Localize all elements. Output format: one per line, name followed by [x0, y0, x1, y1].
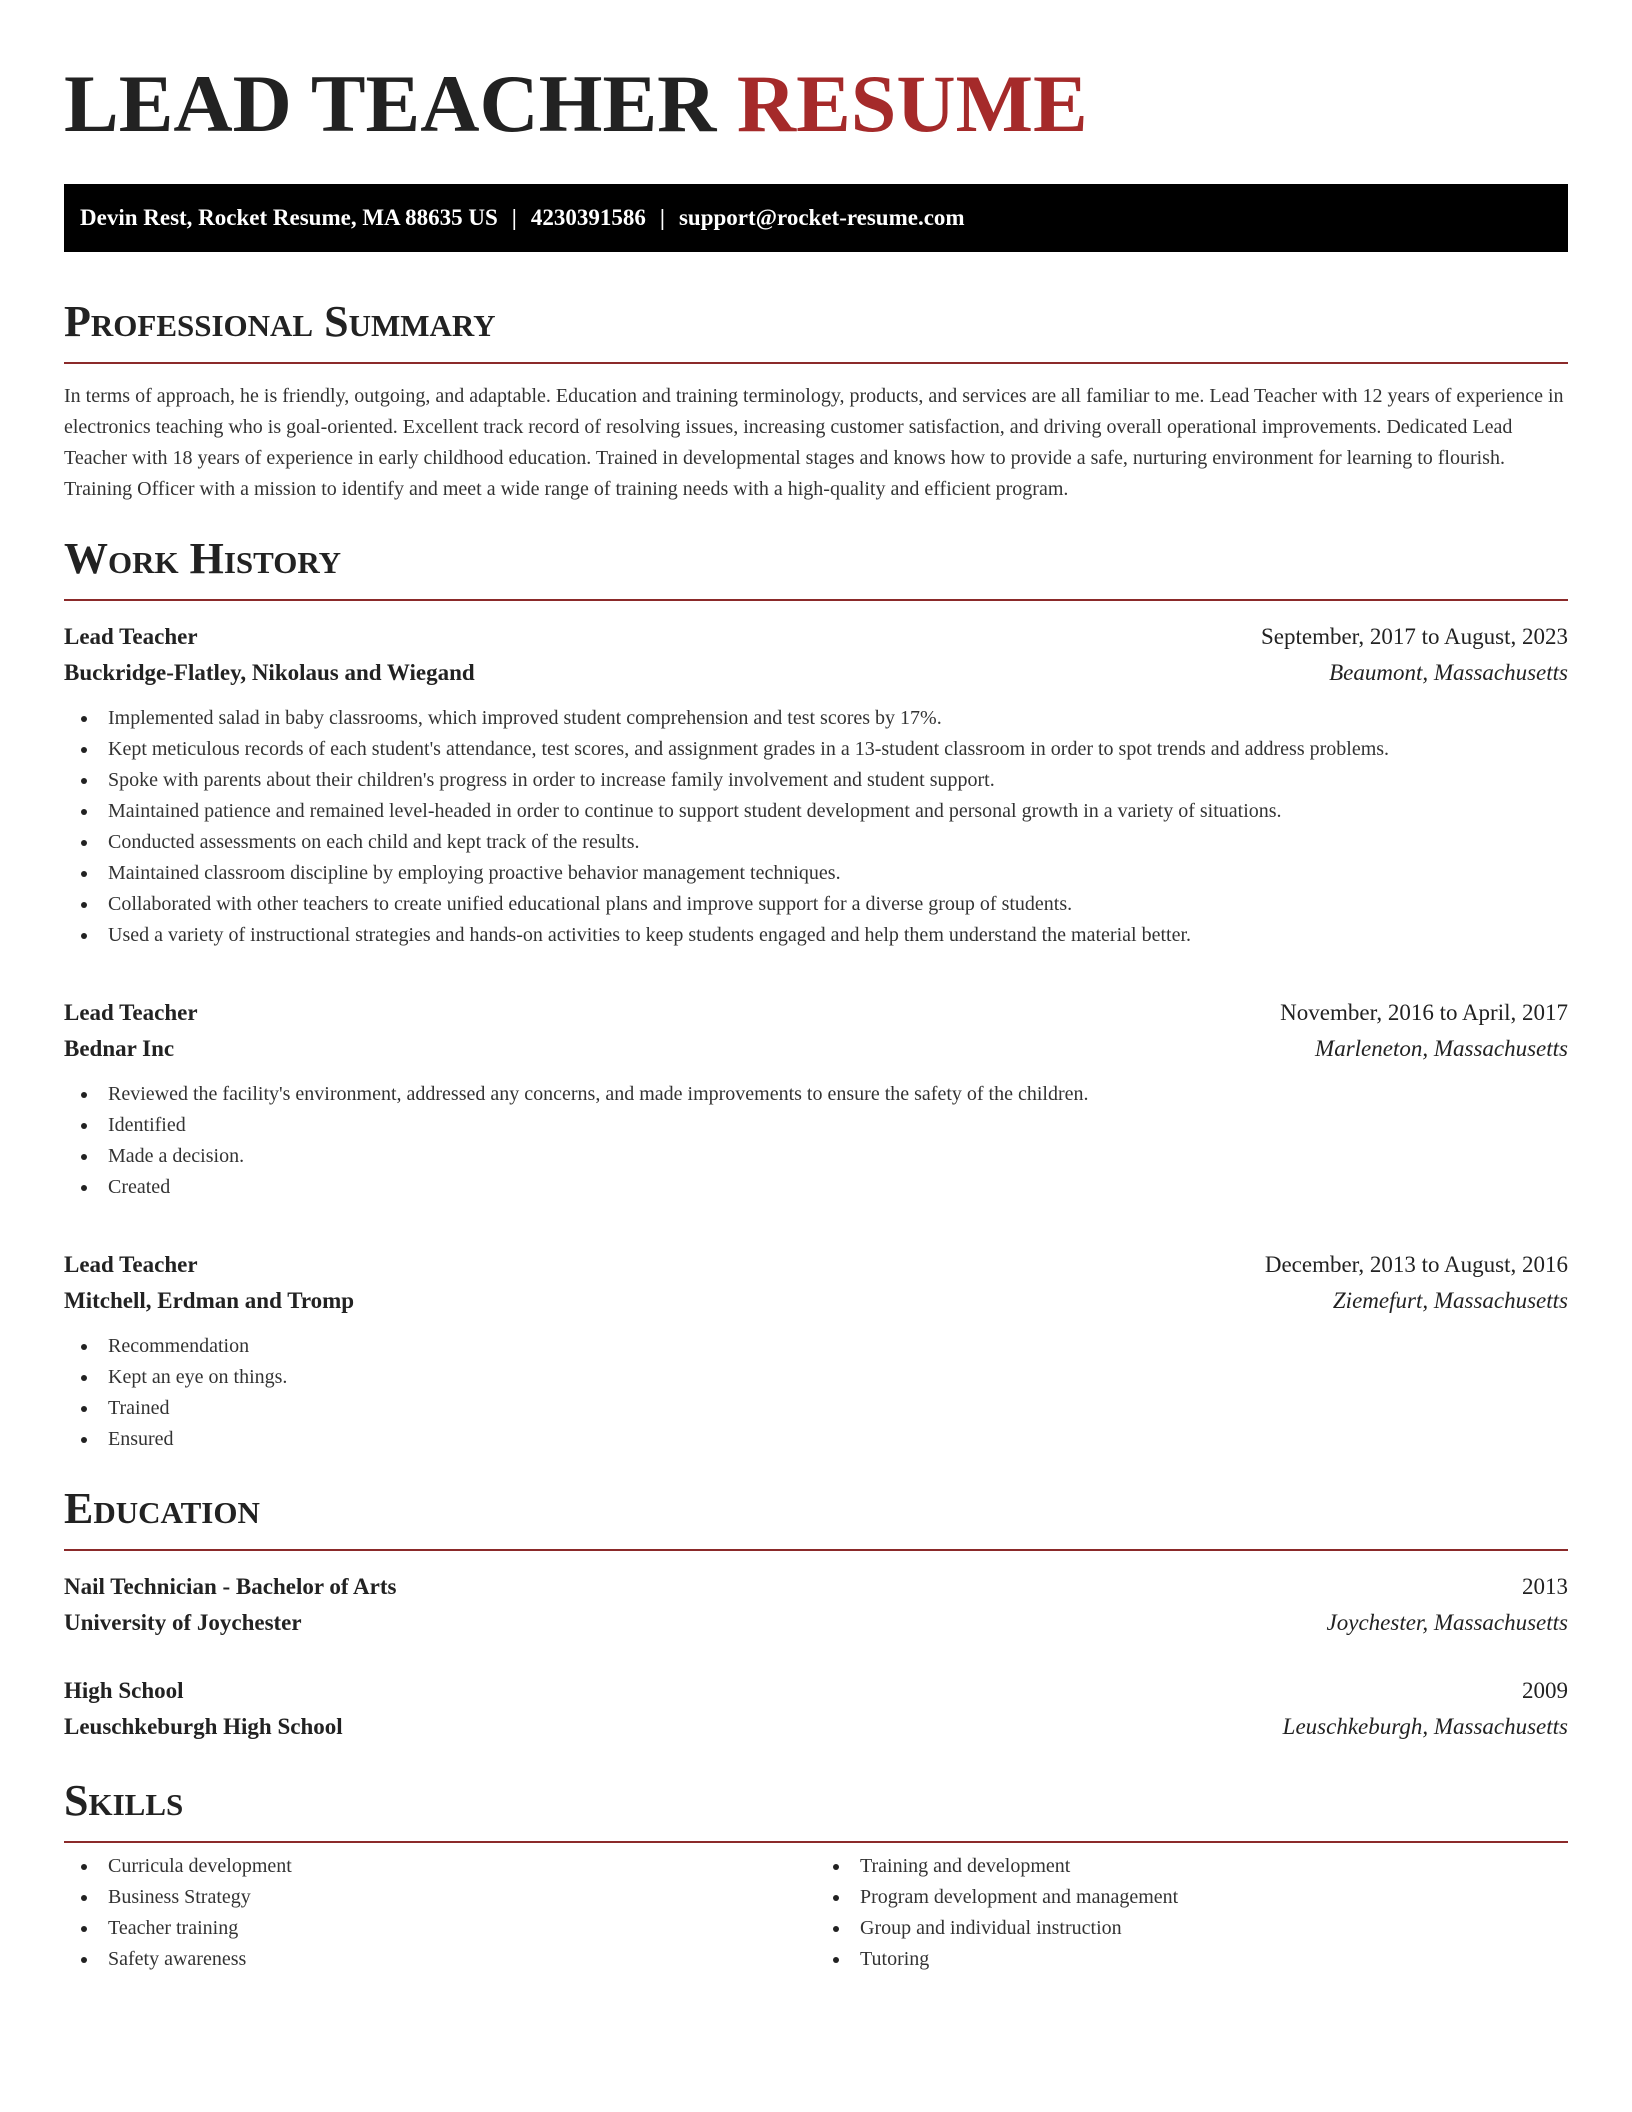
- education-location: Leuschkeburgh, Massachusetts: [1282, 1714, 1568, 1739]
- list-item: Kept an eye on things.: [81, 1362, 1568, 1393]
- skill-item: Safety awareness: [81, 1944, 816, 1975]
- skill-item: Training and development: [833, 1851, 1568, 1882]
- skill-item: Tutoring: [833, 1944, 1568, 1975]
- work-history-section: [64, 533, 1568, 1455]
- education-school: Leuschkeburgh High School: [64, 1714, 343, 1739]
- job-location: Ziemefurt, Massachusetts: [1332, 1288, 1568, 1313]
- contact-separator: |: [659, 205, 665, 230]
- contact-bar: [64, 184, 1568, 252]
- resume-title: [64, 0, 1568, 152]
- list-item: Ensured: [81, 1424, 1568, 1455]
- job-location: Marleneton, Massachusetts: [1315, 1036, 1568, 1061]
- work-history-heading: Work History: [64, 534, 342, 583]
- education-year: 2009: [1522, 1678, 1568, 1703]
- summary-section: [64, 296, 1568, 505]
- job-company: Bednar Inc: [64, 1036, 175, 1061]
- title-main: LEAD TEACHER: [64, 58, 717, 149]
- section-divider: [64, 599, 1568, 601]
- list-item: Conducted assessments on each child and kept track of the results.: [81, 827, 1568, 858]
- list-item: Spoke with parents about their children's progress in order to increase family involvement and student support.: [81, 765, 1568, 796]
- list-item: Kept meticulous records of each student's attendance, test scores, and assignment grades in a 13-student classroom in order to spot trends and address problems.: [81, 734, 1568, 765]
- job-entry: [64, 1247, 1568, 1455]
- education-degree: Nail Technician - Bachelor of Arts: [64, 1574, 397, 1599]
- list-item: Trained: [81, 1393, 1568, 1424]
- education-heading: Education: [64, 1484, 260, 1533]
- summary-heading: Professional Summary: [64, 297, 496, 346]
- skill-item: Business Strategy: [81, 1882, 816, 1913]
- skills-heading: Skills: [64, 1776, 184, 1825]
- list-item: Maintained classroom discipline by employing proactive behavior management techniques.: [81, 858, 1568, 889]
- job-dates: September, 2017 to August, 2023: [1260, 624, 1568, 649]
- job-location: Beaumont, Massachusetts: [1329, 660, 1568, 685]
- section-divider: [64, 1549, 1568, 1551]
- job-title: Lead Teacher: [64, 1000, 198, 1025]
- skill-item: Group and individual instruction: [833, 1913, 1568, 1944]
- list-item: Recommendation: [81, 1331, 1568, 1362]
- contact-email[interactable]: support@rocket-resume.com: [678, 205, 965, 230]
- education-entry: [64, 1569, 1568, 1641]
- skills-left-list: [64, 1851, 816, 1975]
- list-item: Identified: [81, 1110, 1568, 1141]
- job-bullets: [64, 1331, 1568, 1455]
- list-item: Implemented salad in baby classrooms, which improved student comprehension and test scores by 17%.: [81, 703, 1568, 734]
- job-entry: [64, 995, 1568, 1203]
- list-item: Reviewed the facility's environment, addressed any concerns, and made improvements to ensure the safety of the children.: [81, 1079, 1568, 1110]
- job-company: Buckridge-Flatley, Nikolaus and Wiegand: [64, 660, 475, 685]
- job-entry: [64, 619, 1568, 951]
- education-degree: High School: [64, 1678, 184, 1703]
- contact-address: Devin Rest, Rocket Resume, MA 88635 US: [80, 205, 498, 230]
- education-year: 2013: [1522, 1574, 1568, 1599]
- list-item: Made a decision.: [81, 1141, 1568, 1172]
- skill-item: Program development and management: [833, 1882, 1568, 1913]
- summary-text: In terms of approach, he is friendly, outgoing, and adaptable. Education and training terminology, products, and services are all familiar to me. Lead Teacher with 12 years of experience in electronics teaching who is goal-oriented. Excellent track record of resolving issues, increasing customer satisfaction, and driving overall operational improvements. Dedicated Lead Teacher with 18 years of experience in early childhood education. Trained in developmental stages and knows how to provide a safe, nurturing environment for learning to flourish. Training Officer with a mission to identify and meet a wide range of training needs with a high-quality and efficient program.: [64, 385, 1564, 500]
- education-entry: [64, 1673, 1568, 1745]
- education-school: University of Joychester: [64, 1610, 302, 1635]
- contact-phone: 4230391586: [530, 205, 646, 230]
- list-item: Used a variety of instructional strategies and hands-on activities to keep students engaged and help them understand the material better.: [81, 920, 1568, 951]
- job-title: Lead Teacher: [64, 624, 198, 649]
- section-divider: [64, 362, 1568, 364]
- section-divider: [64, 1841, 1568, 1843]
- skills-right-list: [816, 1851, 1568, 1975]
- skills-columns: [64, 1851, 1568, 1975]
- job-title: Lead Teacher: [64, 1252, 198, 1277]
- job-company: Mitchell, Erdman and Tromp: [64, 1288, 355, 1313]
- list-item: Collaborated with other teachers to create unified educational plans and improve support for a diverse group of students.: [81, 889, 1568, 920]
- title-accent: RESUME: [736, 58, 1088, 149]
- job-dates: November, 2016 to April, 2017: [1280, 1000, 1568, 1025]
- skill-item: Curricula development: [81, 1851, 816, 1882]
- job-bullets: [64, 1079, 1568, 1203]
- education-location: Joychester, Massachusetts: [1326, 1610, 1568, 1635]
- list-item: Maintained patience and remained level-headed in order to continue to support student development and personal growth in a variety of situations.: [81, 796, 1568, 827]
- contact-separator: |: [511, 205, 517, 230]
- skill-item: Teacher training: [81, 1913, 816, 1944]
- list-item: Created: [81, 1172, 1568, 1203]
- job-bullets: [64, 703, 1568, 951]
- skills-section: [64, 1775, 1568, 1975]
- education-section: [64, 1483, 1568, 1745]
- job-dates: December, 2013 to August, 2016: [1264, 1252, 1568, 1277]
